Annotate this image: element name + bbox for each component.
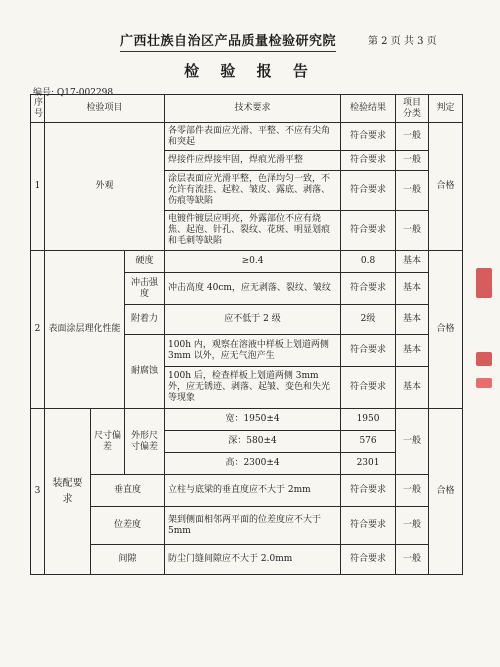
item-cell: 表面涂层理化性能: [45, 251, 125, 409]
table-row: [31, 409, 463, 431]
report-header: [0, 30, 500, 50]
req-cell: 高：2300±4: [165, 453, 341, 475]
table-header-row: [31, 95, 463, 123]
seal-stamp-fragment: [476, 268, 492, 298]
category-cell: 一般: [396, 211, 429, 251]
req-cell: ≥0.4: [165, 251, 341, 273]
result-cell: 符合要求: [341, 367, 396, 409]
result-cell: 2301: [341, 453, 396, 475]
table-row: [31, 507, 463, 545]
result-cell: 符合要求: [341, 545, 396, 575]
report-title: 检 验 报 告: [184, 62, 316, 80]
result-cell: 符合要求: [341, 123, 396, 151]
category-cell: 基本: [396, 251, 429, 273]
size-deviation-cell: 尺寸偏差: [91, 409, 125, 475]
req-cell: 电镀件镀层应明亮，外露部位不应有烧焦、起泡、针孔、裂纹、花斑、明显划痕和毛刺等缺陷: [165, 211, 341, 251]
category-cell: 一般: [396, 171, 429, 211]
seq-cell: 2: [31, 251, 45, 409]
req-cell: 深：580±4: [165, 431, 341, 453]
header-item: 检验项目: [45, 95, 165, 123]
sub-item-cell: 硬度: [125, 251, 165, 273]
seal-stamp-fragment: [476, 352, 492, 366]
item-cell: 装配要求: [45, 409, 91, 575]
category-cell: 基本: [396, 273, 429, 305]
category-cell: 基本: [396, 367, 429, 409]
category-cell: 一般: [396, 409, 429, 475]
result-cell: 符合要求: [341, 273, 396, 305]
sub-item-cell: 垂直度: [91, 475, 165, 507]
category-cell: 一般: [396, 475, 429, 507]
result-cell: 2级: [341, 305, 396, 335]
header-seq: 序号: [31, 95, 45, 123]
header-result: 检验结果: [341, 95, 396, 123]
item-cell: 外观: [45, 123, 165, 251]
sub-item-cell: 冲击强度: [125, 273, 165, 305]
category-cell: 一般: [396, 151, 429, 171]
result-cell: 符合要求: [341, 335, 396, 367]
header-verdict: 判定: [429, 95, 463, 123]
category-cell: 基本: [396, 305, 429, 335]
seq-cell: 3: [31, 409, 45, 575]
req-cell: 冲击高度 40cm，应无剥落、裂纹、皱纹: [165, 273, 341, 305]
req-cell: 架到侧面相邻两平面的位差度应不大于 5mm: [165, 507, 341, 545]
inspection-table: [30, 94, 463, 575]
sub-item-cell: 位差度: [91, 507, 165, 545]
req-cell: 应不低于 2 级: [165, 305, 341, 335]
table-row: [31, 545, 463, 575]
req-cell: 防尘门缝间隙应不大于 2.0mm: [165, 545, 341, 575]
page-info: 第 2 页 共 3 页: [368, 36, 437, 47]
verdict-cell: 合格: [429, 251, 463, 409]
outer-size-cell: 外形尺寸偏差: [125, 409, 165, 475]
sub-item-cell: 附着力: [125, 305, 165, 335]
verdict-cell: 合格: [429, 409, 463, 575]
result-cell: 0.8: [341, 251, 396, 273]
seal-stamp-fragment: [476, 378, 492, 388]
req-cell: 焊接件应焊接牢固，焊痕光滑平整: [165, 151, 341, 171]
header-category: 项目分类: [396, 95, 429, 123]
category-cell: 一般: [396, 507, 429, 545]
req-cell: 各零部件表面应光滑、平整、不应有尖角和突起: [165, 123, 341, 151]
organization-name: 广西壮族自治区产品质量检验研究院: [120, 30, 336, 52]
req-cell: 涂层表面应光滑平整，色泽均匀一致，不允许有流挂、起粒、皱皮、露底、剥落、伤痕等缺陷: [165, 171, 341, 211]
result-cell: 符合要求: [341, 507, 396, 545]
table-row: [31, 251, 463, 273]
category-cell: 一般: [396, 123, 429, 151]
table-row: [31, 123, 463, 151]
doc-number: 编号: Q17-002298: [33, 88, 114, 98]
result-cell: 符合要求: [341, 151, 396, 171]
category-cell: 基本: [396, 335, 429, 367]
req-cell: 立柱与底梁的垂直度应不大于 2mm: [165, 475, 341, 507]
req-cell: 100h 内，观察在溶液中样板上划道两侧 3mm 以外，应无气泡产生: [165, 335, 341, 367]
seq-cell: 1: [31, 123, 45, 251]
req-cell: 宽：1950±4: [165, 409, 341, 431]
sub-item-cell: 耐腐蚀: [125, 335, 165, 409]
verdict-cell: 合格: [429, 123, 463, 251]
table-row: [31, 475, 463, 507]
req-cell: 100h 后，检查样板上划道两侧 3mm 外，应无锈迹、剥落、起皱、变色和失光等现象: [165, 367, 341, 409]
result-cell: 1950: [341, 409, 396, 431]
result-cell: 符合要求: [341, 475, 396, 507]
result-cell: 576: [341, 431, 396, 453]
result-cell: 符合要求: [341, 211, 396, 251]
header-req: 技术要求: [165, 95, 341, 123]
category-cell: 一般: [396, 545, 429, 575]
sub-item-cell: 间隙: [91, 545, 165, 575]
result-cell: 符合要求: [341, 171, 396, 211]
